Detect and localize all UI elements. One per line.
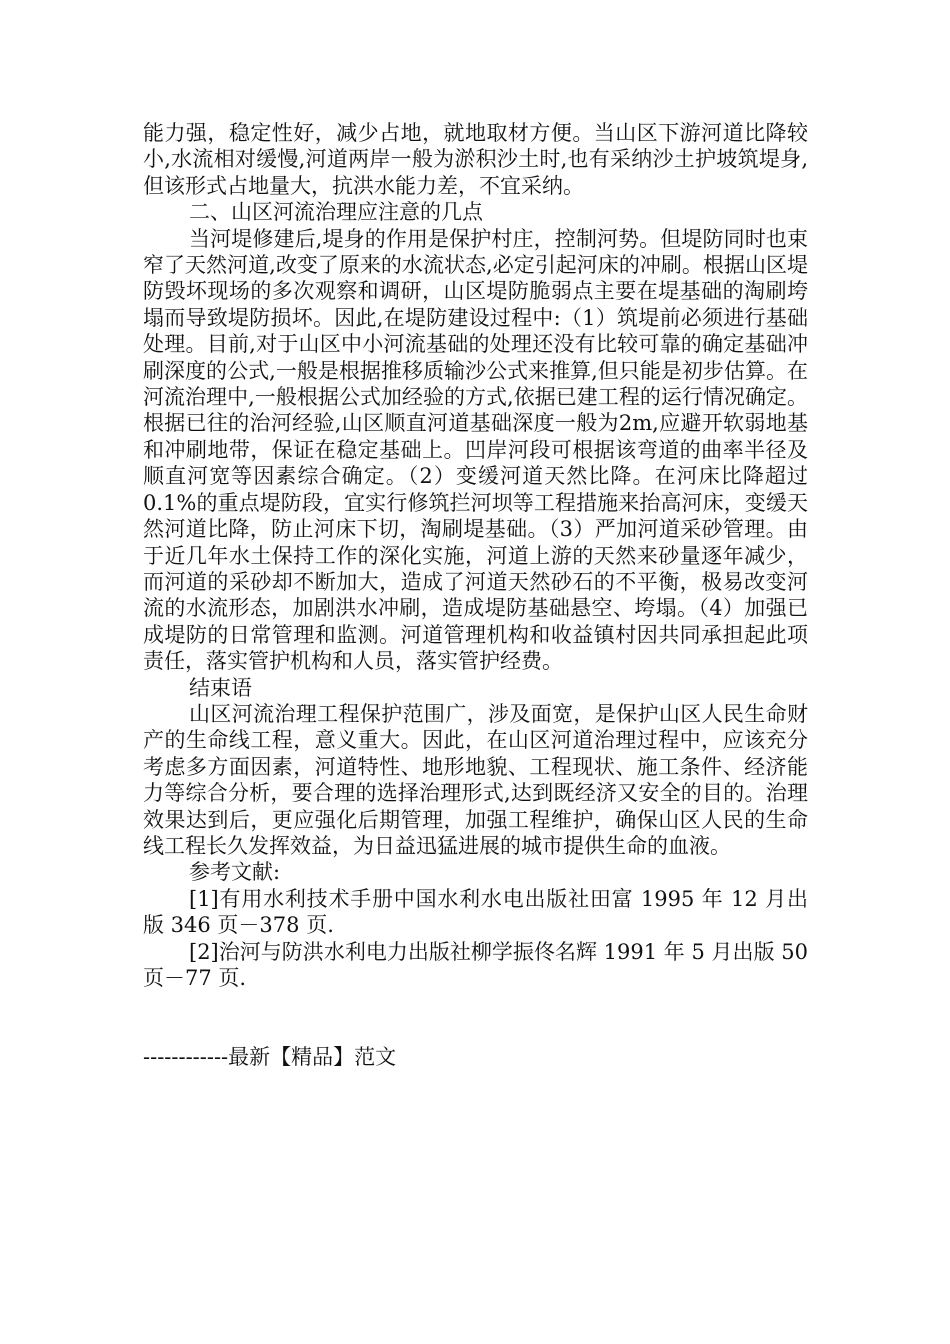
reference-item-1: [1]有用水利技术手册中国水利水电出版社田富 1995 年 12 月出版 346 页－378 页. <box>143 886 808 938</box>
section-heading-references: 参考文献: <box>189 860 281 885</box>
paragraph-conclusion: 山区河流治理工程保护范围广，涉及面宽，是保护山区人民生命财产的生命线工程，意义重大。因此，在山区河道治理过程中，应该充分考虑多方面因素，河道特性、地形地貌、工程现状、施工条件、经济能力等综合分析，要合理的选择治理形式,达到既经济又安全的目的。治理效果达到后，更应强化后期管理，加强工程维护，确保山区人民的生命线工程长久发挥效益，为日益迅猛进展的城市提供生命的血液。 <box>143 701 808 858</box>
paragraph-embankment-foundation: 当河堤修建后,堤身的作用是保护村庄，控制河势。但堤防同时也束窄了天然河道,改变了原来的水流状态,必定引起河床的冲刷。根据山区堤防毁坏现场的多次观察和调研，山区堤防脆弱点主要在堤基础的淘刷垮塌而导致堤防损坏。因此,在堤防建设过程中:（1）筑堤前必须进行基础处理。目前,对于山区中小河流基础的处理还没有比较可靠的确定基础冲刷深度的公式,一般是根据推移质输沙公式来推算,但只能是初步估算。在河流治理中,一般根据公式加经验的方式,依据已建工程的运行情况确定。根据已往的治河经验,山区顺直河道基础深度一般为2m,应避开软弱地基和冲刷地带，保证在稳定基础上。凹岸河段可根据该弯道的曲率半径及顺直河宽等因素综合确定。（2）变缓河道天然比降。在河床比降超过0.1%的重点堤防段，宜实行修筑拦河坝等工程措施来抬高河床，变缓天然河道比降，防止河床下切，淘刷堤基础。（3）严加河道采砂管理。由于近几年水土保持工作的深化实施，河道上游的天然来砂量逐年减少，而河道的采砂却不断加大，造成了河道天然砂石的不平衡，极易改变河流的水流形态，加剧洪水冲刷，造成堤防基础悬空、垮塌。（4）加强已成堤防的日常管理和监测。河道管理机构和收益镇村因共同承担起此项责任，落实管护机构和人员，落实管护经费。 <box>143 226 808 674</box>
reference-item-2: [2]治河与防洪水利电力出版社柳学振佟名辉 1991 年 5 月出版 50 页－77 页. <box>143 939 808 990</box>
page-footer-label: ------------最新【精品】范文 <box>143 1045 397 1069</box>
section-heading-conclusion: 结束语 <box>189 675 252 700</box>
paragraph-continuation: 能力强，稳定性好，减少占地，就地取材方便。当山区下游河道比降较小,水流相对缓慢,河道两岸一般为淤积沙土时,也有采纳沙土护坡筑堤身,但该形式占地量大，抗洪水能力差，不宜采纳。 <box>143 121 808 198</box>
document-body <box>143 120 808 991</box>
section-heading-river-governance-notes: 二、山区河流治理应注意的几点 <box>189 200 483 225</box>
